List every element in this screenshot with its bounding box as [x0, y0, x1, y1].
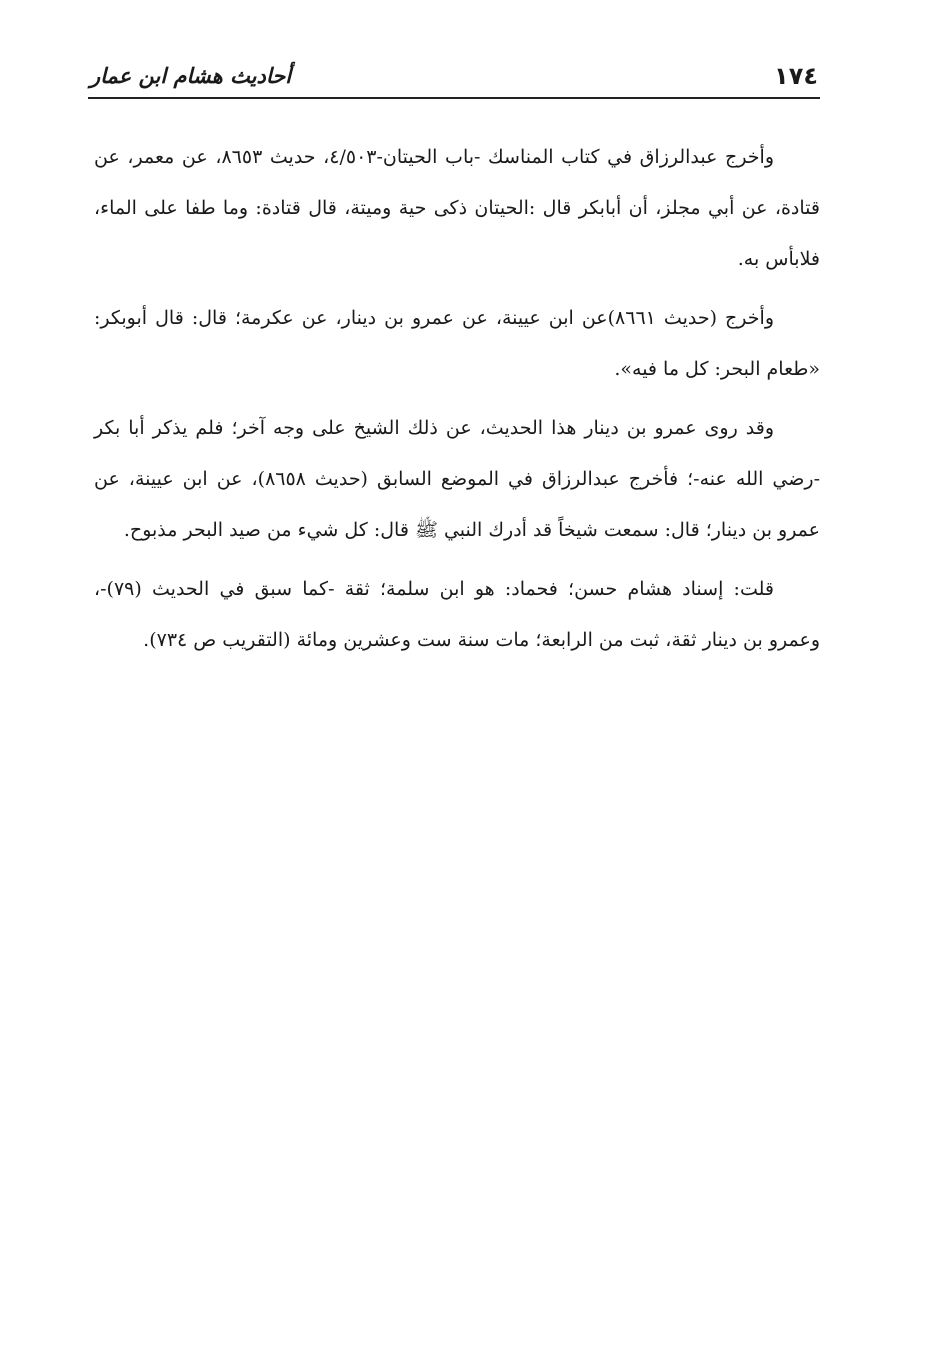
- paragraph-sea-food: وأخرج (حديث ٨٦٦١)عن ابن عيينة، عن عمرو بن دينار، عن عكرمة؛ قال: قال أبوبكر: «طعام البحر: كل ما فيه».: [94, 307, 820, 380]
- page-number: ١٧٤: [774, 62, 818, 90]
- header-rule: [88, 97, 820, 99]
- body-text: [94, 132, 820, 674]
- paragraph-abdulrazzaq-fish: وأخرج عبدالرزاق في كتاب المناسك -باب الحيتان-٤/٥٠٣، حديث ٨٦٥٣، عن معمر، عن قتادة، عن أبي مجلز، أن أبابكر قال :الحيتان ذكى حية وميتة، قال قتادة: وما طفا على الماء، فلابأس به.: [94, 146, 820, 270]
- paragraph-another-narration: وقد روى عمرو بن دينار هذا الحديث، عن ذلك الشيخ على وجه آخر؛ فلم يذكر أبا بكر -رضي الله عنه-؛ فأخرج عبدالرزاق في الموضع السابق (حديث ٨٦٥٨)، عن ابن عيينة، عن عمرو بن دينار؛ قال: سمعت شيخاً قد أدرك النبي ﷺ قال: كل شيء من صيد البحر مذبوح.: [94, 417, 820, 541]
- page-header: [88, 60, 820, 96]
- paragraph-isnad-assessment: قلت: إسناد هشام حسن؛ فحماد: هو ابن سلمة؛ ثقة -كما سبق في الحديث (٧٩)-، وعمرو بن دينار ثقة، ثبت من الرابعة؛ مات سنة ست وعشرين ومائة (التقريب ص ٧٣٤).: [94, 578, 820, 651]
- running-title: أحاديث هشام ابن عمار: [90, 64, 292, 88]
